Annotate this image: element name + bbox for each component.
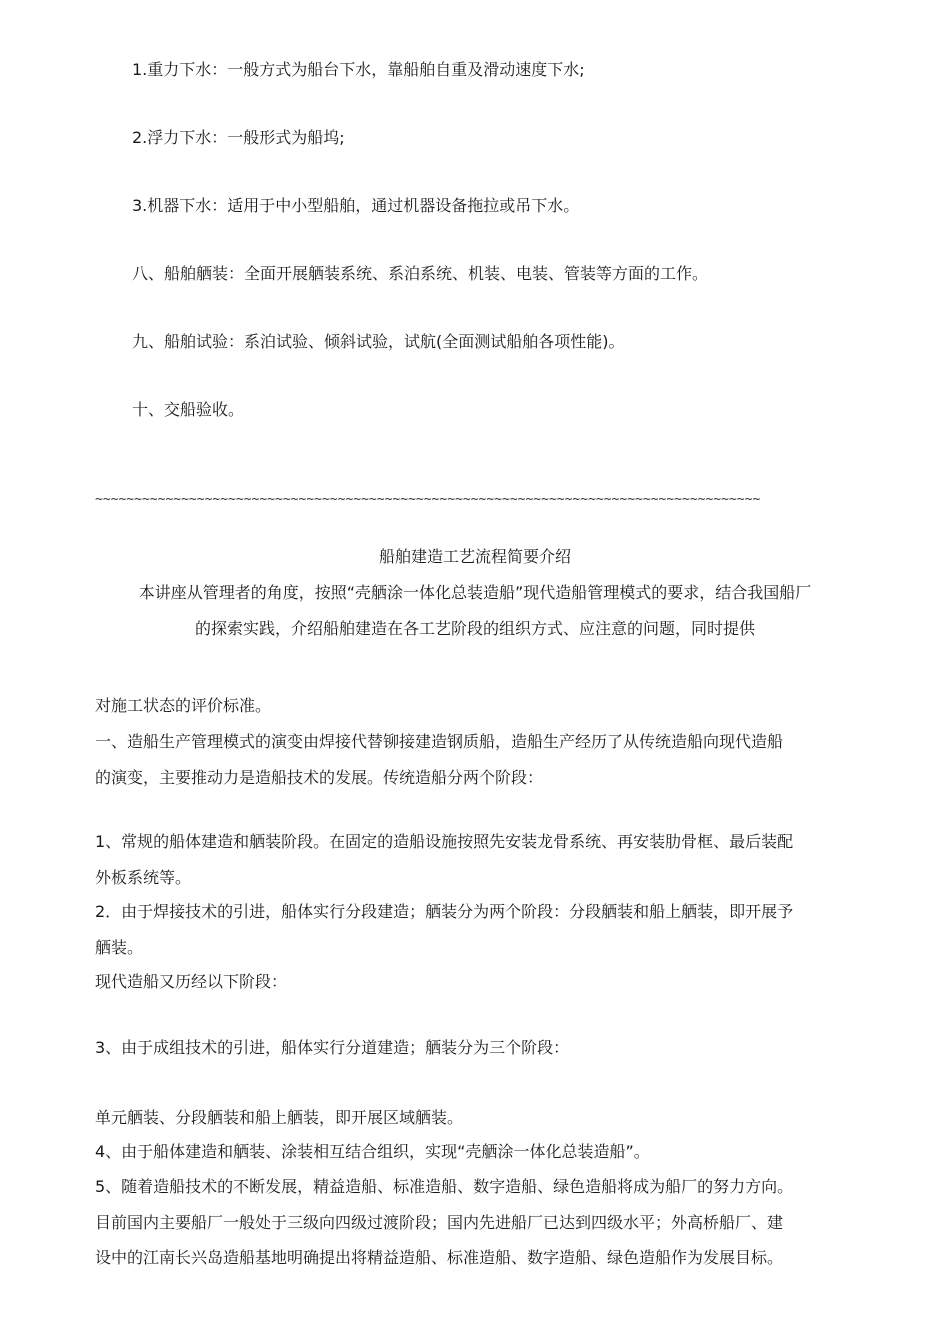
- list-item-outfitting: 八、船舶舾装：全面开展舾装系统、系泊系统、机装、电装、管装等方面的工作。: [132, 264, 709, 283]
- paragraph-line: 3、由于成组技术的引进，船体实行分道建造；舾装分为三个阶段：: [95, 1038, 570, 1057]
- intro-line: 本讲座从管理者的角度，按照“壳舾涂一体化总装造船”现代造船管理模式的要求，结合我国船厂: [138, 583, 812, 602]
- paragraph-line: 2．由于焊接技术的引进，船体实行分段建造；舾装分为两个阶段：分段舾装和船上舾装，即开展予: [95, 902, 794, 921]
- paragraph-line: 现代造船又历经以下阶段：: [95, 972, 288, 991]
- paragraph-line: 外板系统等。: [95, 868, 192, 887]
- paragraph-line: 一、造船生产管理模式的演变由焊接代替铆接建造钢质船，造船生产经历了从传统造船向现代造船: [95, 732, 784, 751]
- tilde-separator: ~~~~~~~~~~~~~~~~~~~~~~~~~~~~~~~~~~~~~~~~~~~~~~~~~~~~~~~~~~~~~~~~~~~~~~~~~~~~~~~~~~~~~: [95, 492, 761, 507]
- paragraph-line: 4、由于船体建造和舾装、涂装相互结合组织，实现“壳舾涂一体化总装造船”。: [95, 1142, 650, 1161]
- article-title: 船舶建造工艺流程简要介绍: [378, 547, 571, 566]
- intro-line: 的探索实践，介绍船舶建造在各工艺阶段的组织方式、应注意的问题，同时提供: [194, 619, 755, 638]
- paragraph-line: 对施工状态的评价标准。: [95, 696, 272, 715]
- paragraph-line: 1、常规的船体建造和舾装阶段。在固定的造船设施按照先安装龙骨系统、再安装肋骨框、最后装配: [95, 832, 794, 851]
- paragraph-line: 舾装。: [95, 938, 144, 957]
- list-item-delivery: 十、交船验收。: [132, 400, 245, 419]
- paragraph-line: 设中的江南长兴岛造船基地明确提出将精益造船、标准造船、数字造船、绿色造船作为发展目标。: [95, 1248, 784, 1267]
- paragraph-line: 的演变，主要推动力是造船技术的发展。传统造船分两个阶段：: [95, 768, 544, 787]
- list-item-ship-tests: 九、船舶试验：系泊试验、倾斜试验，试航(全面测试船舶各项性能)。: [132, 332, 625, 351]
- list-item-gravity-launch: 1.重力下水：一般方式为船台下水，靠船舶自重及滑动速度下水;: [132, 60, 585, 79]
- paragraph-line: 单元舾装、分段舾装和船上舾装，即开展区域舾装。: [95, 1108, 464, 1127]
- list-item-buoyancy-launch: 2.浮力下水：一般形式为船坞;: [132, 128, 345, 147]
- list-item-machine-launch: 3.机器下水：适用于中小型船舶，通过机器设备拖拉或吊下水。: [132, 196, 580, 215]
- paragraph-line: 目前国内主要船厂一般处于三级向四级过渡阶段；国内先进船厂已达到四级水平；外高桥船厂、建: [95, 1213, 784, 1232]
- paragraph-line: 5、随着造船技术的不断发展，精益造船、标准造船、数字造船、绿色造船将成为船厂的努力方向。: [95, 1177, 794, 1196]
